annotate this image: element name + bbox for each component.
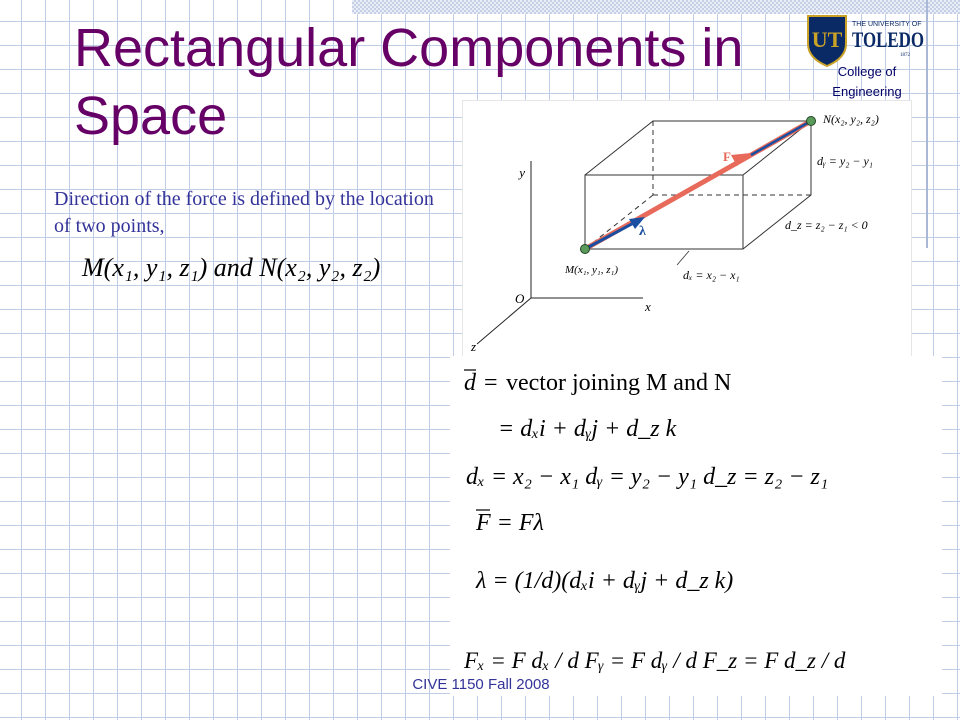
college-line-1: College of xyxy=(837,64,897,79)
component-equations: dₓ = x₂ − x₁ dᵧ = y₂ − y₁ d_z = z₂ − z₁ xyxy=(466,464,829,490)
dx-label: dₓ = x₂ − x₁ xyxy=(683,268,740,282)
point-N-label: N(x₂, y₂, z₂) xyxy=(823,112,879,126)
scalar-component-equations: Fₓ = F dₓ / d Fᵧ = F dᵧ / d F_z = F d_z / d xyxy=(464,648,846,673)
title-line-1: Rectangular Components in xyxy=(74,18,744,78)
logo-shield-text: UT xyxy=(811,27,843,52)
origin-label: O xyxy=(515,291,525,306)
dy-label: dᵧ = y₂ − y₁ xyxy=(817,154,873,168)
d-definition-line-2: = dₓi + dᵧj + d_z k xyxy=(498,416,677,442)
point-M-label: M(x₁, y₁, z₁) xyxy=(565,264,619,276)
equations-panel xyxy=(450,356,942,696)
unit-vector-label: λ xyxy=(639,224,646,239)
points-equation-text: M(x₁, y₁, z₁) and N(x₂, y₂, z₂) xyxy=(82,253,381,282)
axis-y-label: y xyxy=(519,165,525,180)
footer-course-label: CIVE 1150 Fall 2008 xyxy=(412,676,550,693)
d-definition-line-1: vector joining M and N xyxy=(506,370,732,396)
point-N-marker xyxy=(807,117,816,126)
logo-name-text: TOLEDO xyxy=(852,27,924,52)
points-equation xyxy=(78,246,438,286)
body-text: Direction of the force is defined by the location of two points, xyxy=(54,188,434,237)
force-label: F xyxy=(723,149,731,164)
svg-text:d: d xyxy=(464,370,476,396)
unit-vector-equation: λ = (1/d)(dₓi + dᵧj + d_z k) xyxy=(476,568,734,594)
top-decorative-strip xyxy=(352,0,960,14)
svg-text:=: = xyxy=(484,370,498,396)
college-line-2: Engineering xyxy=(832,84,902,99)
college-label xyxy=(812,62,922,102)
logo-university-text: THE UNIVERSITY OF xyxy=(852,21,922,28)
right-divider xyxy=(926,0,928,248)
dz-label: d_z = z₂ − z₁ < 0 xyxy=(785,218,868,232)
axis-z-label: z xyxy=(471,339,477,354)
logo-year-text: 1872 xyxy=(900,53,910,58)
axis-x-label: x xyxy=(645,299,651,314)
force-vector-figure xyxy=(462,100,912,358)
point-M-marker xyxy=(581,245,590,254)
force-equation: F = Fλ xyxy=(476,510,544,536)
title-line-2: Space xyxy=(74,86,228,146)
